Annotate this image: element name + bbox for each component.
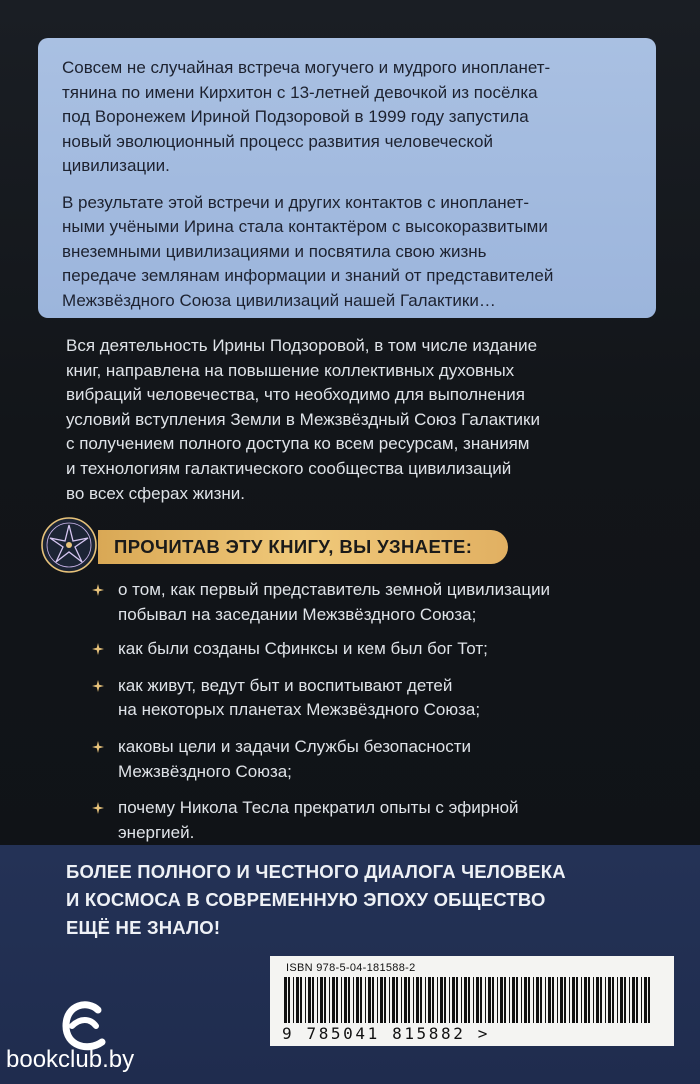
barcode-bar bbox=[581, 977, 582, 1023]
barcode-bar bbox=[476, 977, 479, 1023]
barcode-bar bbox=[428, 977, 431, 1023]
barcode-bar bbox=[636, 977, 638, 1023]
watermark: bookclub.by bbox=[6, 1046, 135, 1073]
barcode-bar bbox=[308, 977, 311, 1023]
barcode-bar bbox=[293, 977, 294, 1023]
barcode-bar bbox=[644, 977, 647, 1023]
barcode-bar bbox=[620, 977, 623, 1023]
barcode-bar bbox=[492, 977, 494, 1023]
barcode-bar bbox=[317, 977, 318, 1023]
barcode-bar bbox=[332, 977, 335, 1023]
barcode-bar bbox=[344, 977, 347, 1023]
barcode-bar bbox=[612, 977, 614, 1023]
barcode-bar bbox=[485, 977, 486, 1023]
barcode-bar bbox=[572, 977, 575, 1023]
barcode-bar bbox=[497, 977, 498, 1023]
barcode-bar bbox=[521, 977, 522, 1023]
barcode-bar bbox=[432, 977, 434, 1023]
isbn-text: ISBN 978-5-04-181588-2 bbox=[286, 962, 416, 974]
description-text: Вся деятельность Ирины Подзоровой, в том числе издание книг, направлена на повышение коллективных духовных вибраций человечества, что необходимо для выполнения условий вступления Земли в Межзвёздный Союз Галактики с получением полного доступа ко всем ресурсам, знаниям и технологиям галактического сообщества цивилизаций во всех сферах жизни. bbox=[66, 336, 540, 503]
barcode-bar bbox=[600, 977, 602, 1023]
barcode-bar bbox=[569, 977, 570, 1023]
star-emblem-icon bbox=[40, 516, 98, 574]
barcode-bar bbox=[380, 977, 383, 1023]
barcode-bar bbox=[564, 977, 566, 1023]
barcode-bar bbox=[341, 977, 342, 1023]
barcode-bar bbox=[641, 977, 642, 1023]
barcode bbox=[282, 977, 662, 1023]
barcode-bar bbox=[368, 977, 371, 1023]
sparkle-icon bbox=[92, 680, 104, 692]
barcode-bar bbox=[360, 977, 362, 1023]
sparkle-icon bbox=[92, 584, 104, 596]
barcode-bar bbox=[533, 977, 534, 1023]
barcode-bar bbox=[384, 977, 386, 1023]
barcode-bar bbox=[296, 977, 299, 1023]
barcode-bar bbox=[509, 977, 510, 1023]
barcode-bar bbox=[420, 977, 422, 1023]
barcode-bar bbox=[320, 977, 323, 1023]
barcode-bar bbox=[392, 977, 395, 1023]
barcode-bar bbox=[617, 977, 618, 1023]
barcode-bar bbox=[416, 977, 419, 1023]
barcode-bar bbox=[528, 977, 530, 1023]
barcode-bar bbox=[305, 977, 306, 1023]
barcode-bar bbox=[312, 977, 314, 1023]
barcode-bar bbox=[536, 977, 539, 1023]
barcode-bar bbox=[300, 977, 302, 1023]
barcode-bar bbox=[456, 977, 458, 1023]
barcode-bar bbox=[512, 977, 515, 1023]
sparkle-icon bbox=[92, 741, 104, 753]
barcode-bar bbox=[608, 977, 611, 1023]
barcode-bar bbox=[516, 977, 518, 1023]
barcode-bar bbox=[576, 977, 578, 1023]
learn-banner-label: ПРОЧИТАВ ЭТУ КНИГУ, ВЫ УЗНАЕТЕ: bbox=[114, 536, 473, 557]
barcode-bar bbox=[648, 977, 650, 1023]
barcode-bar bbox=[593, 977, 594, 1023]
barcode-bar bbox=[444, 977, 446, 1023]
barcode-bar bbox=[473, 977, 474, 1023]
barcode-bar bbox=[404, 977, 407, 1023]
sparkle-icon bbox=[92, 802, 104, 814]
barcode-bar bbox=[464, 977, 467, 1023]
annotation-box bbox=[38, 38, 656, 318]
barcode-bar bbox=[425, 977, 426, 1023]
barcode-bar bbox=[540, 977, 542, 1023]
barcode-bar bbox=[413, 977, 414, 1023]
barcode-bar bbox=[401, 977, 402, 1023]
barcode-bar bbox=[629, 977, 630, 1023]
barcode-bar bbox=[408, 977, 410, 1023]
list-item: как были созданы Сфинксы и кем был бог Тот; bbox=[92, 637, 652, 662]
barcode-bar bbox=[356, 977, 359, 1023]
barcode-bar bbox=[440, 977, 443, 1023]
barcode-bar bbox=[488, 977, 491, 1023]
barcode-bar bbox=[348, 977, 350, 1023]
barcode-bar bbox=[624, 977, 626, 1023]
list-item: как живут, ведут быт и воспитывают детей на некоторых планетах Межзвёздного Союза; bbox=[92, 674, 652, 723]
barcode-bar bbox=[449, 977, 450, 1023]
barcode-bar bbox=[365, 977, 366, 1023]
barcode-bar bbox=[560, 977, 563, 1023]
barcode-bar bbox=[336, 977, 338, 1023]
barcode-bar bbox=[324, 977, 326, 1023]
barcode-bar bbox=[504, 977, 506, 1023]
sparkle-icon bbox=[92, 643, 104, 655]
list-item: почему Никола Тесла прекратил опыты с эфирной энергией. bbox=[92, 796, 652, 845]
annotation-paragraph-1: Совсем не случайная встреча могучего и мудрого инопланет- тянина по имени Кирхитон с 13-летней девочкой из посёлка под Воронежем Ириной Подзоровой в 1999 году запустила новый эволюционный процесс развития человеческой цивилизации. bbox=[62, 58, 551, 175]
list-item: о том, как первый представитель земной цивилизации побывал на заседании Межзвёздного Союза; bbox=[92, 578, 652, 627]
barcode-bar bbox=[461, 977, 462, 1023]
barcode-bar bbox=[552, 977, 554, 1023]
barcode-bar bbox=[605, 977, 606, 1023]
barcode-bar bbox=[584, 977, 587, 1023]
barcode-bar bbox=[524, 977, 527, 1023]
barcode-bar bbox=[548, 977, 551, 1023]
barcode-bar bbox=[557, 977, 558, 1023]
barcode-bar bbox=[396, 977, 398, 1023]
learn-banner bbox=[98, 530, 508, 564]
bullet-list bbox=[92, 578, 652, 845]
barcode-bar bbox=[452, 977, 455, 1023]
barcode-bar bbox=[437, 977, 438, 1023]
slogan: БОЛЕЕ ПОЛНОГО И ЧЕСТНОГО ДИАЛОГА ЧЕЛОВЕКА И КОСМОСА В СОВРЕМЕННУЮ ЭПОХУ ОБЩЕСТВО ЕЩЁ НЕ ЗНАЛО! bbox=[66, 861, 566, 938]
barcode-bar bbox=[468, 977, 470, 1023]
barcode-bar bbox=[353, 977, 354, 1023]
barcode-bar bbox=[389, 977, 390, 1023]
barcode-bar bbox=[329, 977, 330, 1023]
list-item: каковы цели и задачи Службы безопасности Межзвёздного Союза; bbox=[92, 735, 652, 784]
barcode-bar bbox=[284, 977, 287, 1023]
barcode-digits: 9 785041 815882 > bbox=[282, 1024, 490, 1043]
barcode-bar bbox=[596, 977, 599, 1023]
barcode-bar bbox=[545, 977, 546, 1023]
barcode-bar bbox=[588, 977, 590, 1023]
barcode-bar bbox=[632, 977, 635, 1023]
barcode-bar bbox=[500, 977, 503, 1023]
barcode-bar bbox=[288, 977, 290, 1023]
barcode-bar bbox=[480, 977, 482, 1023]
barcode-bar bbox=[372, 977, 374, 1023]
annotation-paragraph-2: В результате этой встречи и других контактов с инопланет- ными учёными Ирина стала контактёром с высокоразвитыми внеземными цивилизациями и посвятила свою жизнь передаче землянам информации и знаний от представителей Межзвёздного Союза цивилизаций нашей Галактики… bbox=[62, 192, 554, 310]
barcode-bar bbox=[377, 977, 378, 1023]
